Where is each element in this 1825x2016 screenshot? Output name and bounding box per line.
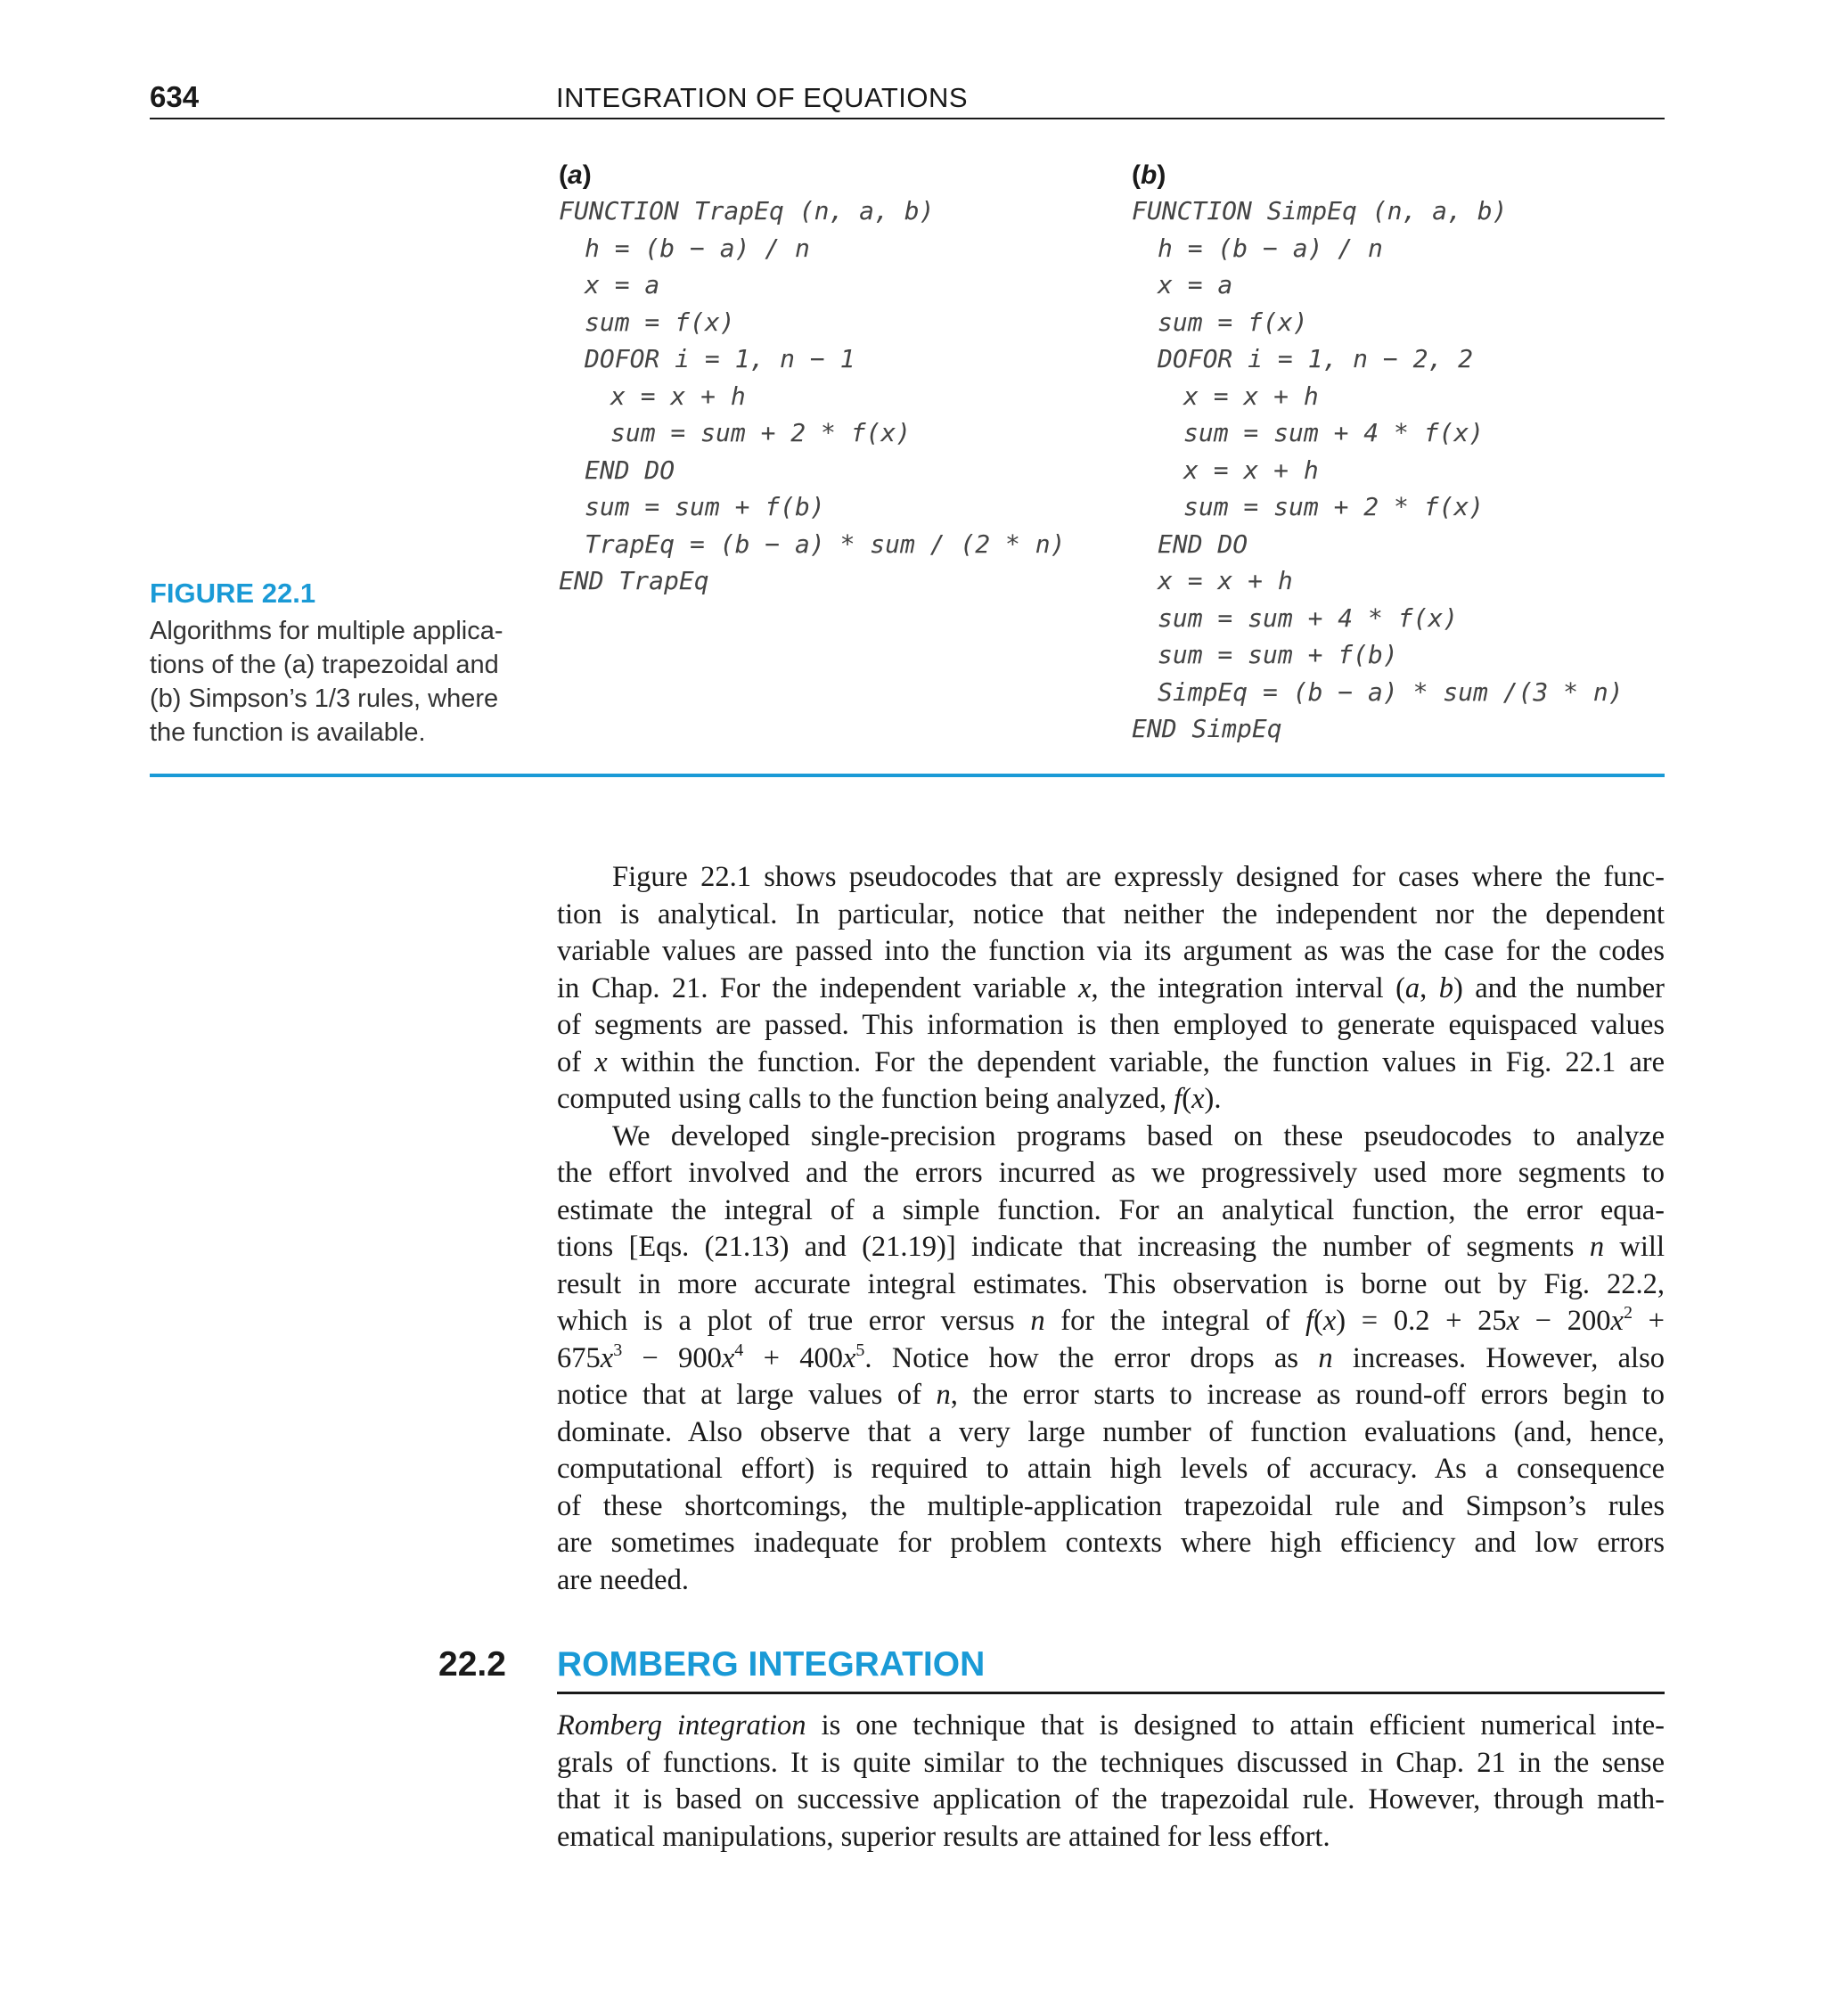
text-line: are needed.: [557, 1563, 689, 1596]
text-line: notice that at large values of n, the error starts to increase as round-off errors begin to: [557, 1379, 1665, 1411]
code-line: DOFOR i = 1, n − 1: [585, 344, 855, 373]
code-line: h = (b − a) / n: [1158, 233, 1383, 263]
figure-caption: [150, 614, 524, 750]
text-line: ematical manipulations, superior results are attained for less effort.: [557, 1820, 1330, 1853]
code-line: END DO: [1158, 529, 1248, 559]
caption-line: the function is available.: [150, 718, 426, 747]
caption-line: tions of the (a) trapezoidal and: [150, 651, 499, 679]
code-line: FUNCTION SimpEq (n, a, b): [1132, 196, 1508, 225]
figure-label: FIGURE 22.1: [150, 578, 316, 609]
figure-bottom-rule: [150, 774, 1665, 777]
text-line: Romberg integration is one technique that is designed to attain efficient numerical inte-: [557, 1709, 1665, 1741]
text-line: variable values are passed into the function via its argument as was the case for the codes: [557, 935, 1665, 967]
code-line: sum = sum + 4 * f(x): [1158, 602, 1459, 633]
text-line: in Chap. 21. For the independent variable x, the integration interval (a, b) and the number: [557, 971, 1665, 1004]
code-line: x = a: [585, 270, 660, 299]
text-line: are sometimes inadequate for problem contexts where high efficiency and low errors: [557, 1527, 1665, 1559]
code-line: h = (b − a) / n: [585, 233, 810, 263]
code-line: TrapEq = (b − a) * sum / (2 * n): [585, 529, 1066, 559]
text-line: grals of functions. It is quite similar to the techniques discussed in Chap. 21 in the sense: [557, 1746, 1665, 1779]
code-line: sum = f(x): [1158, 307, 1308, 337]
panel-b-label: (b): [1132, 160, 1166, 190]
code-line: sum = sum + f(b): [585, 492, 825, 521]
code-line: sum = f(x): [585, 307, 735, 337]
code-line: END TrapEq: [559, 566, 709, 595]
running-head-rule: [150, 118, 1665, 119]
paragraph-2: [557, 1119, 1665, 1600]
text-line: result in more accurate integral estimates. This observation is borne out by Fig. 22.2,: [557, 1267, 1665, 1300]
text-line: which is a plot of true error versus n for the integral of $f(x) = 0.2 + 25x - 200x^2$ +: [557, 1303, 1665, 1337]
running-head-title: INTEGRATION OF EQUATIONS: [556, 82, 969, 113]
paragraph-3: [557, 1708, 1665, 1856]
text-line: of x within the function. For the dependent variable, the function values in Fig. 22.1 are: [557, 1045, 1665, 1078]
text-line: tions [Eqs. (21.13) and (21.19)] indicate that increasing the number of segments n will: [557, 1231, 1665, 1263]
text-line: We developed single-precision programs based on these pseudocodes to analyze: [612, 1119, 1665, 1152]
text-line: the effort involved and the errors incurred as we progressively used more segments to: [557, 1157, 1665, 1189]
code-line: END SimpEq: [1132, 714, 1282, 743]
text-line: $675x^3 - 900x^4 + 400x^5$. Notice how the error drops as n increases. However, also: [557, 1340, 1665, 1374]
code-line: DOFOR i = 1, n − 2, 2: [1158, 344, 1474, 373]
section-rule: [557, 1692, 1665, 1694]
section-number: 22.2: [438, 1645, 506, 1684]
code-line: SimpEq = (b − a) * sum /(3 * n): [1158, 676, 1624, 707]
caption-line: Algorithms for multiple applica-: [150, 617, 503, 645]
code-line: x = x + h: [1183, 381, 1319, 411]
page-number: 634: [150, 80, 200, 113]
code-line: END DO: [585, 455, 675, 485]
code-line: sum = sum + 2 * f(x): [1183, 492, 1485, 521]
paragraph-1: [557, 859, 1665, 1119]
pseudocode-panel-a: [559, 159, 1065, 600]
text-line: that it is based on successive application of the trapezoidal rule. However, through math-: [557, 1783, 1665, 1815]
code-line: x = x + h: [1183, 455, 1319, 485]
text-line: dominate. Also observe that a very large number of function evaluations (and, hence,: [557, 1415, 1665, 1448]
text-line: estimate the integral of a simple function. For an analytical function, the error equa-: [557, 1193, 1665, 1226]
text-line: of these shortcomings, the multiple-application trapezoidal rule and Simpson’s rules: [557, 1489, 1665, 1522]
text-line: of segments are passed. This information is then employed to generate equispaced values: [557, 1009, 1665, 1041]
caption-line: (b) Simpson’s 1/3 rules, where: [150, 684, 499, 713]
code-line: FUNCTION TrapEq (n, a, b): [559, 196, 935, 225]
panel-a-label: (a): [559, 160, 592, 190]
section-title: ROMBERG INTEGRATION: [557, 1645, 986, 1684]
code-line: x = a: [1158, 270, 1233, 299]
text-line: Figure 22.1 shows pseudocodes that are expressly designed for cases where the func-: [612, 861, 1665, 893]
code-line: sum = sum + f(b): [1158, 640, 1398, 669]
code-line: x = x + h: [1158, 566, 1293, 595]
code-line: sum = sum + 4 * f(x): [1183, 418, 1485, 447]
pseudocode-panel-b: [1132, 159, 1624, 748]
text-line: computational effort) is required to attain high levels of accuracy. As a consequence: [557, 1453, 1665, 1485]
text-line: tion is analytical. In particular, notice that neither the independent nor the dependent: [557, 897, 1665, 930]
code-line: sum = sum + 2 * f(x): [610, 418, 912, 447]
code-line: x = x + h: [610, 381, 746, 411]
text-line: computed using calls to the function being analyzed, f(x).: [557, 1083, 1222, 1115]
